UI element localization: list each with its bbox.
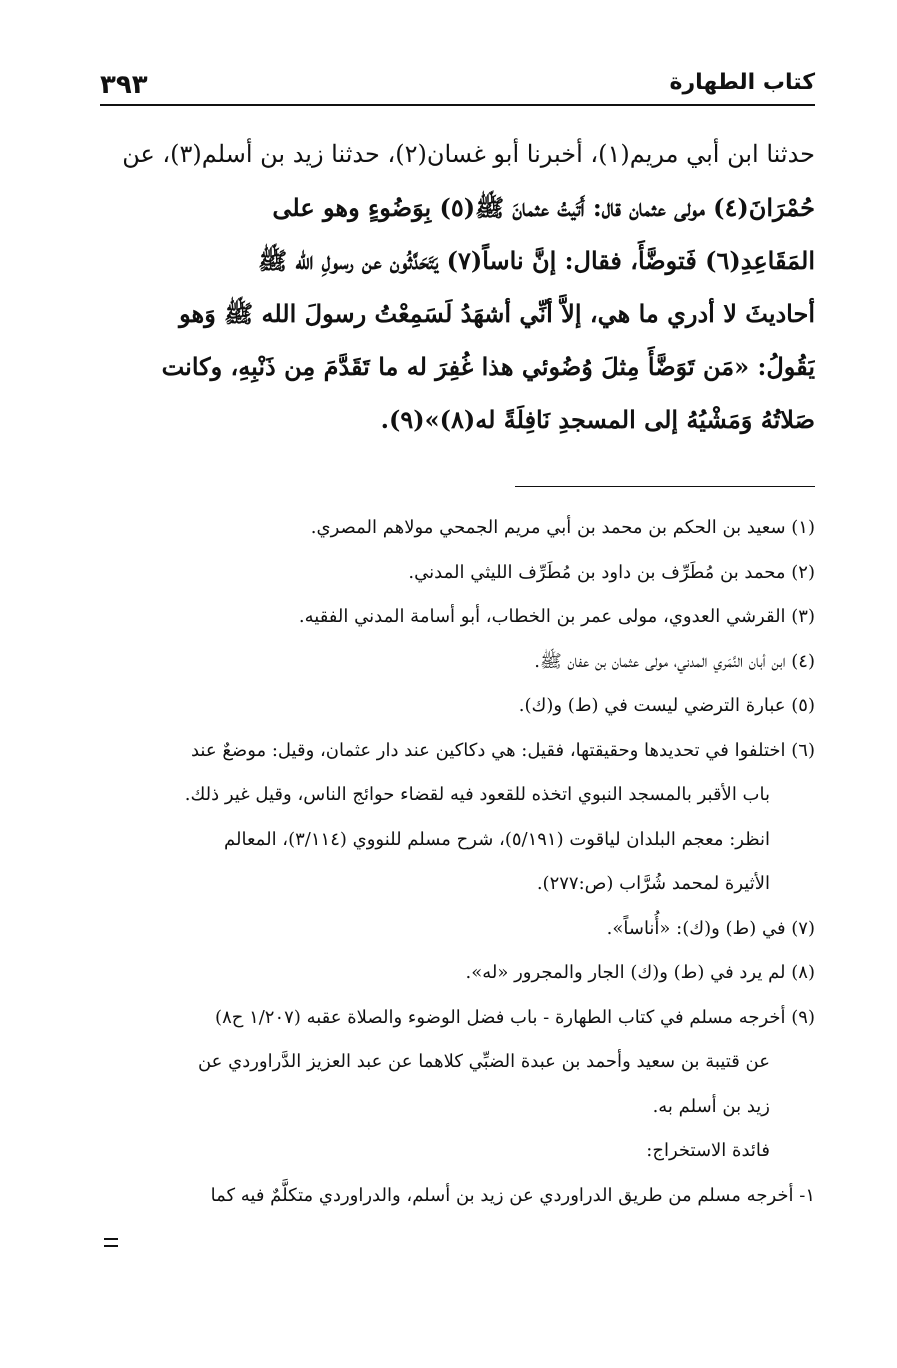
- hadith-line: صَلاتُهُ وَمَشْيُهُ إلى المسجدِ نَافِلَةً له(٨)»(٩).: [380, 405, 815, 434]
- footnote-3: (٣) القرشي العدوي، مولى عمر بن الخطاب، أبو أسامة المدني الفقيه.: [298, 606, 815, 627]
- continuation-mark: [104, 1238, 118, 1247]
- footnote-6-continued: باب الأقبر بالمسجد النبوي اتخذه للقعود فيه لقضاء حوائج الناس، وقيل غير ذلك.: [184, 784, 770, 805]
- page-header: [100, 66, 815, 106]
- footnote-9-item-1: ١- أخرجه مسلم من طريق الدراوردي عن زيد بن أسلم، والدراوردي متكلَّمٌ فيه كما: [210, 1184, 815, 1206]
- hadith-line: حدثنا ابن أبي مريم(١)، أخبرنا أبو غسان(٢)، حدثنا زيد بن أسلم(٣)، عن: [122, 140, 815, 168]
- footnote-8: (٨) لم يرد في (ط) و(ك) الجار والمجرور «له».: [465, 962, 815, 983]
- footnote-9-heading: فائدة الاستخراج:: [646, 1140, 770, 1161]
- footnotes: [100, 506, 815, 1218]
- footnote-1: (١) سعيد بن الحكم بن محمد بن أبي مريم الجمحي مولاهم المصري.: [310, 517, 815, 538]
- footnote-5: (٥) عبارة الترضي ليست في (ط) و(ك).: [518, 695, 815, 716]
- footnote-7: (٧) في (ط) و(ك): «أُناساً».: [606, 917, 815, 939]
- hadith-text: [100, 128, 815, 446]
- hadith-line: حُمْرَانَ(٤) مولى عثمان قال: أَتَيتُ عثمانَ ﷺ(٥) بِوَضُوءٍ وهو على: [272, 193, 815, 222]
- hadith-line: المَقَاعِدِ(٦) فَتوضَّأَ، فقال: إنَّ ناساً(٧) يَتَحَدَّثُون عن رسولِ الله ﷺ: [258, 246, 815, 275]
- footnote-6-reference-continued: الأثيرة لمحمد شُرَّاب (ص:٢٧٧).: [536, 873, 770, 894]
- footnote-6-reference: انظر: معجم البلدان لياقوت (٥/١٩١)، شرح مسلم للنووي (٣/١١٤)، المعالم: [224, 828, 770, 850]
- footnote-9: (٩) أخرجه مسلم في كتاب الطهارة - باب فضل الوضوء والصلاة عقبه (١/٢٠٧ ح٨): [215, 1006, 815, 1028]
- hadith-line: يَقُولُ: «مَن تَوَضَّأَ مِثلَ وُضُوئي هذا غُفِرَ له ما تَقَدَّمَ مِن ذَنْبِهِ، وكانت: [161, 352, 815, 381]
- footnote-9-continued: عن قتيبة بن سعيد وأحمد بن عبدة الضبِّي كلاهما عن عبد العزيز الدَّراوردي عن: [197, 1051, 770, 1072]
- footnote-separator: [515, 486, 815, 487]
- page-number: ٣٩٣: [100, 70, 148, 100]
- footnote-4: (٤) ابن أبان النَّمَري المدني، مولى عثمان بن عفان ﷺ.: [534, 650, 815, 672]
- footnote-9-continued: زيد بن أسلم به.: [652, 1095, 770, 1117]
- footnote-6: (٦) اختلفوا في تحديدها وحقيقتها، فقيل: هي دكاكين عند دار عثمان، وقيل: موضعٌ عند: [190, 739, 815, 761]
- header-rule: [100, 104, 815, 106]
- footnote-2: (٢) محمد بن مُطَرِّف بن داود بن مُطَرِّف الليثي المدني.: [408, 561, 815, 583]
- hadith-line: أحاديثَ لا أدري ما هي، إلاَّ أنِّي أشهَدُ لَسَمِعْتُ رسولَ الله ﷺ وَهو: [179, 299, 815, 328]
- running-title: كتاب الطهارة: [669, 70, 815, 95]
